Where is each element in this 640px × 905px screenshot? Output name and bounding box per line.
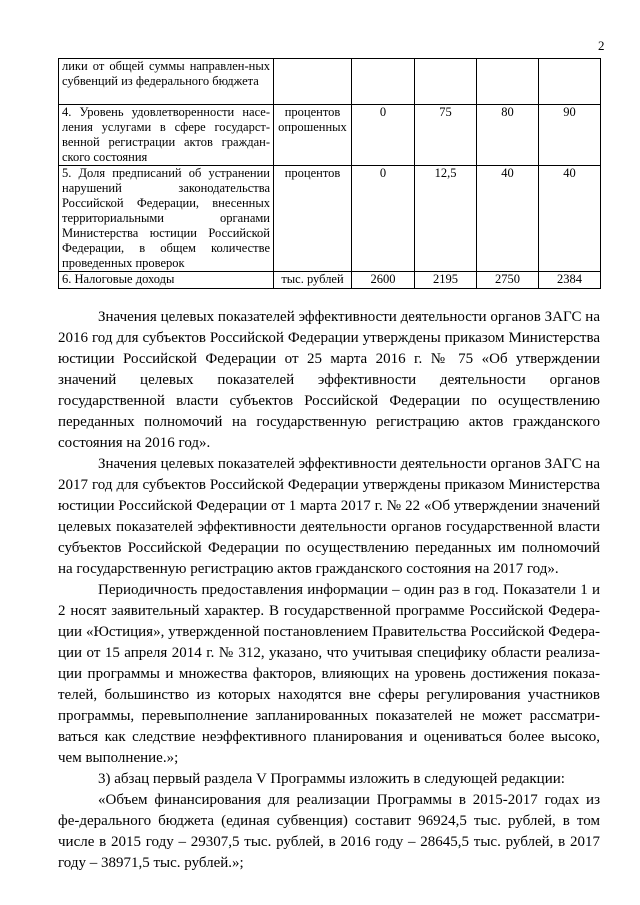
indicators-table: [58, 58, 601, 289]
value-cell: [539, 59, 601, 105]
indicator-name-cell: 6. Налоговые доходы: [59, 272, 274, 289]
unit-cell: процентов опрошенных: [274, 105, 352, 166]
table-row: [59, 272, 601, 289]
unit-cell: процентов: [274, 166, 352, 272]
table-row: [59, 105, 601, 166]
paragraph: Периодичность предоставления информации – один раз в год. Показатели 1 и 2 носят заявительный характер. В государственной программе Российской Федера-ции «Юстиция», утвержденной постановлением Правительства Российской Федера-ции от 15 апреля 2014 г. № 312, указано, что учитывая специфику области реализа-ции программы и множества факторов, влияющих на уровень достижения показа-телей, большинство из которых находятся вне сферы регулирования участников программы, перевыполнение запланированных показателей не может рассматри-ваться как следствие неэффективного планирования и оцениваться более высоко, чем выполнение.»;: [58, 582, 600, 766]
value-cell: 0: [352, 105, 415, 166]
value-cell: 2384: [539, 272, 601, 289]
value-cell: 40: [539, 166, 601, 272]
value-cell: 0: [352, 166, 415, 272]
value-cell: [352, 59, 415, 105]
paragraph: Значения целевых показателей эффективности деятельности органов ЗАГС на 2017 год для субъектов Российской Федерации утверждены приказом Министерства юстиции Российской Федерации от 1 марта 2017 г. № 22 «Об утверждении значений целевых показателей эффективности деятельности органов государственной власти субъектов Российской Федерации по осуществлению переданных им полномочий на государственную регистрацию актов гражданского состояния на 2017 год».: [58, 456, 600, 577]
table-row: [59, 59, 601, 105]
value-cell: 90: [539, 105, 601, 166]
value-cell: 2195: [415, 272, 477, 289]
table-row: [59, 166, 601, 272]
value-cell: [415, 59, 477, 105]
indicator-name-cell: лики от общей суммы направлен-ных субвенций из федерального бюджета: [59, 59, 274, 105]
value-cell: 40: [477, 166, 539, 272]
paragraph: Значения целевых показателей эффективности деятельности органов ЗАГС на 2016 год для субъектов Российской Федерации утверждены приказом Министерства юстиции Российской Федерации от 25 марта 2016 г. № 75 «Об утверждении значений целевых показателей эффективности деятельности органов государственной власти субъектов Российской Федерации по осуществлению переданных полномочий на государственную регистрацию актов гражданского состояния на 2016 год».: [58, 309, 600, 451]
value-cell: 75: [415, 105, 477, 166]
unit-cell: [274, 59, 352, 105]
value-cell: 80: [477, 105, 539, 166]
paragraph: «Объем финансирования для реализации Программы в 2015-2017 годах из фе-дерального бюджета (единая субвенция) составит 96924,5 тыс. рублей, в том числе в 2015 году – 29307,5 тыс. рублей, в 2016 году – 28645,5 тыс. рублей, в 2017 году – 38971,5 тыс. рублей.»;: [58, 792, 600, 871]
value-cell: [477, 59, 539, 105]
indicator-name-cell: 4. Уровень удовлетворенности насе-ления услугами в сфере государст-венной регистрации актов граждан-ского состояния: [59, 105, 274, 166]
body-text: [58, 307, 600, 874]
value-cell: 2750: [477, 272, 539, 289]
page-number: 2: [598, 38, 605, 53]
value-cell: 2600: [352, 272, 415, 289]
indicator-name-cell: 5. Доля предписаний об устранении нарушений законодательства Российской Федерации, внесенных территориальными органами Министерства юстиции Российской Федерации, в общем количестве проведенных проверок: [59, 166, 274, 272]
paragraph: 3) абзац первый раздела V Программы изложить в следующей редакции:: [98, 771, 565, 787]
value-cell: 12,5: [415, 166, 477, 272]
unit-cell: тыс. рублей: [274, 272, 352, 289]
